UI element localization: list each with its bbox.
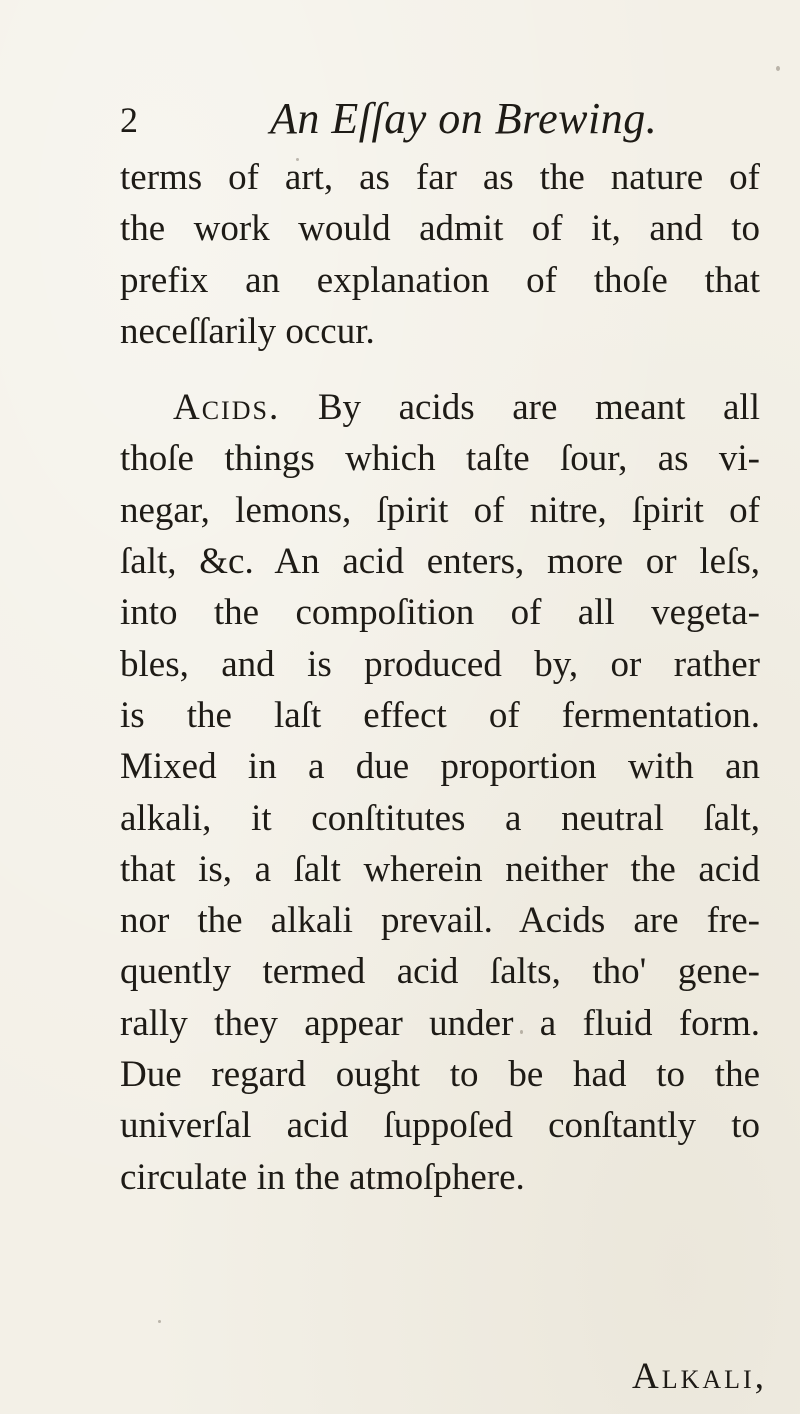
text-line: thoſe things which taſte ſour, as vi- [120, 438, 760, 480]
text-line: that is, a ſalt wherein neither the acid [120, 848, 760, 890]
text-line: nor the alkali prevail. Acids are fre- [120, 900, 760, 942]
catchword: Alkali, [632, 1356, 767, 1397]
lead-word: Acids. [173, 387, 281, 429]
text-line: Due regard ought to be had to the [120, 1054, 760, 1096]
text-line: ſalt, &c. An acid enters, more or leſs, [120, 541, 760, 583]
text-line: rally they appear under a fluid form. [120, 1002, 760, 1044]
text-line: quently termed acid ſalts, tho' gene- [120, 951, 760, 993]
body-text [120, 152, 760, 1203]
text-line: circulate in the atmoſphere. [120, 1156, 525, 1198]
text-line: prefix an explanation of thoſe that [120, 259, 760, 301]
paper-speck [296, 158, 299, 161]
running-head [120, 92, 760, 152]
text-line: alkali, it conſtitutes a neutral ſalt, [120, 797, 760, 839]
text-line: into the compoſition of all vegeta- [120, 592, 760, 634]
text-line: the work would admit of it, and to [120, 208, 760, 250]
text-line-rest: By acids are meant all [317, 387, 760, 429]
running-title: An Eſſay on Brewing. [270, 94, 658, 143]
text-line [120, 382, 760, 433]
text-line: univerſal acid ſuppoſed conſtantly to [120, 1105, 760, 1147]
text-line: negar, lemons, ſpirit of nitre, ſpirit of [120, 489, 760, 531]
text-line: is the laſt effect of fermentation. [120, 694, 760, 736]
page-number: 2 [120, 100, 138, 140]
text-line: terms of art, as far as the nature of [120, 157, 760, 198]
paper-speck [776, 66, 780, 71]
text-line: bles, and is produced by, or rather [120, 643, 760, 685]
text-line: neceſſarily occur. [120, 310, 375, 352]
paragraph-gap [120, 357, 760, 382]
paper-speck [520, 1030, 523, 1034]
paper-speck [158, 1320, 161, 1323]
text-line: Mixed in a due proportion with an [120, 746, 760, 788]
